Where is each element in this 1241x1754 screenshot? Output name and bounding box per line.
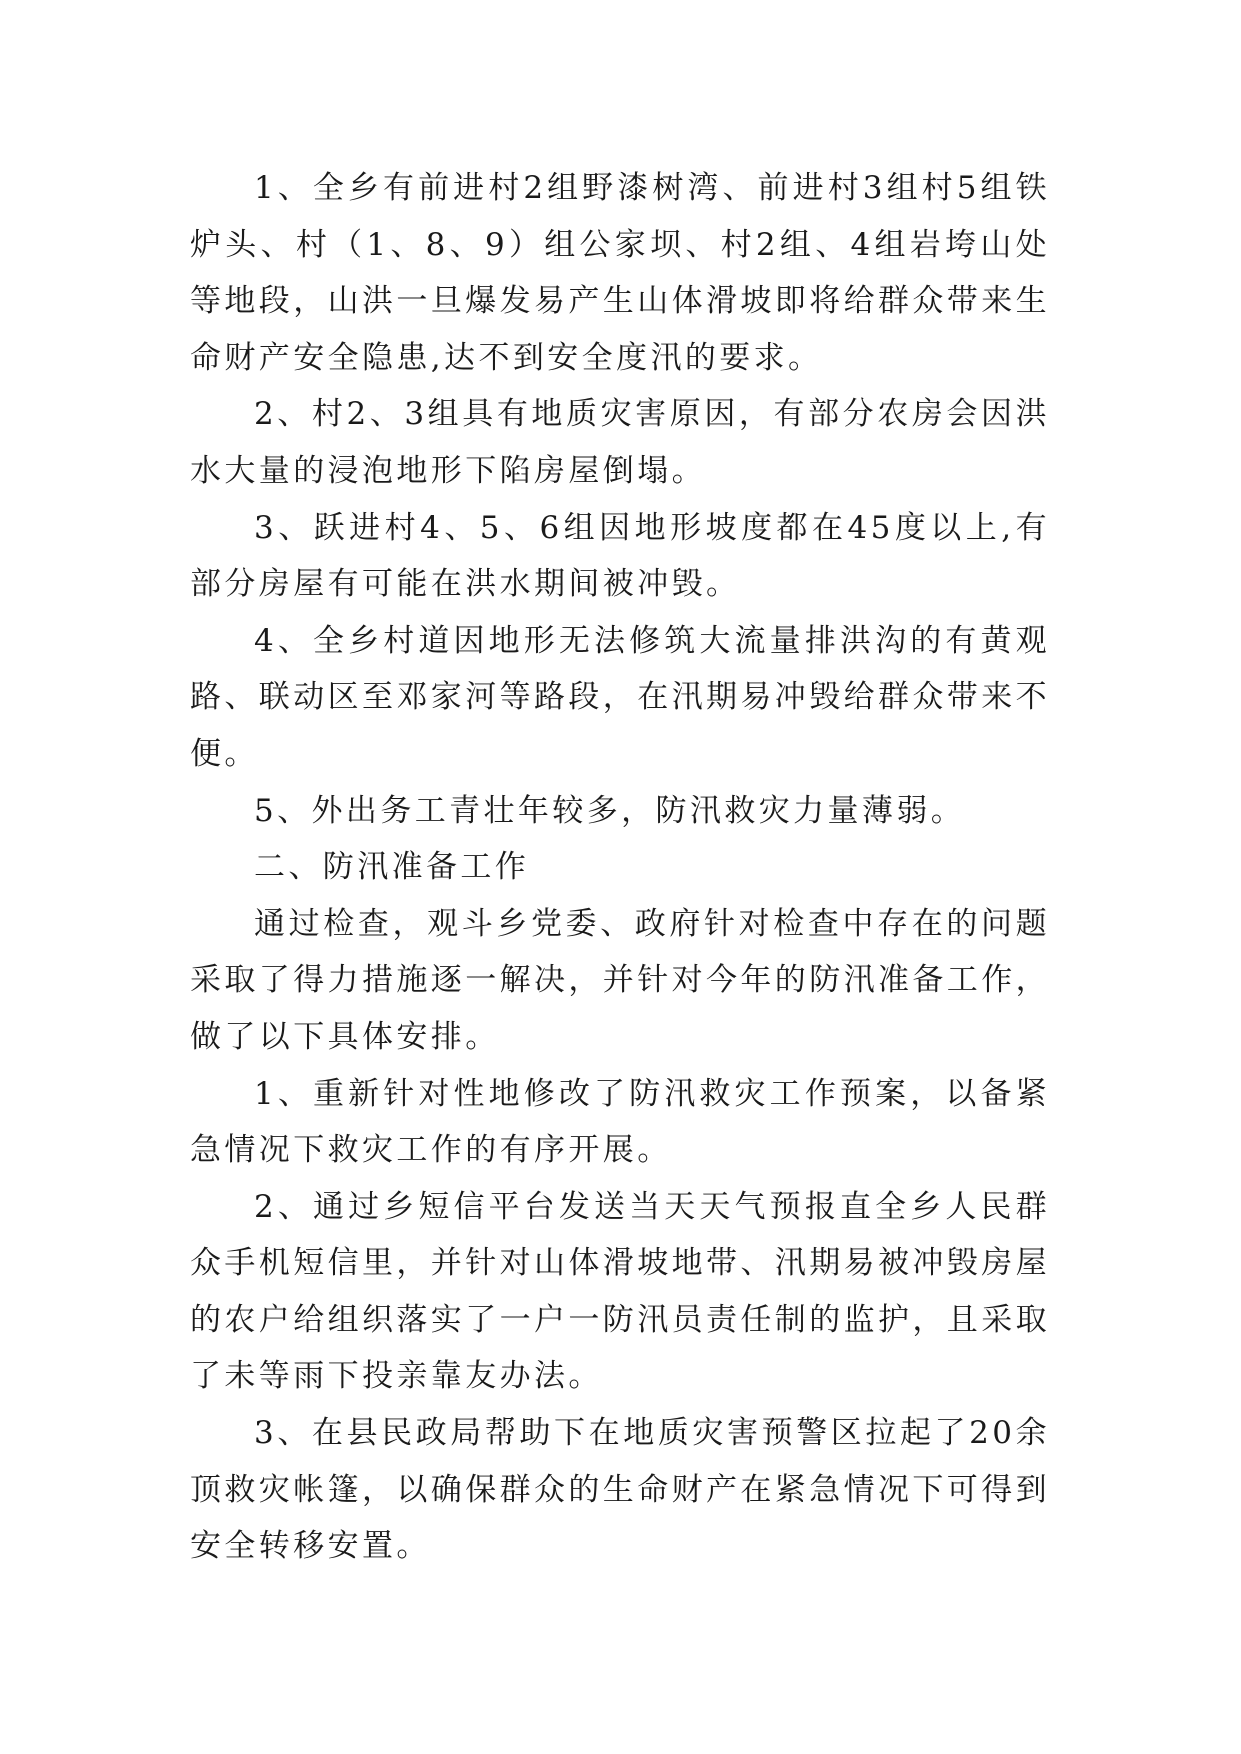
paragraph-intro: 通过检查，观斗乡党委、政府针对检查中存在的问题采取了得力措施逐一解决，并针对今年的防汛准备工作，做了以下具体安排。: [190, 905, 1050, 1055]
paragraph-risk-4: 4、全乡村道因地形无法修筑大流量排洪沟的有黄观路、联动区至邓家河等路段，在汛期易冲毁给群众带来不便。: [190, 622, 1050, 772]
paragraph-risk-5: 5、外出务工青壮年较多，防汛救灾力量薄弱。: [254, 792, 966, 829]
paragraph-risk-3: 3、跃进村4、5、6组因地形坡度都在45度以上,有部分房屋有可能在洪水期间被冲毁。: [190, 509, 1050, 603]
paragraph-measure-3: 3、在县民政局帮助下在地质灾害预警区拉起了20余顶救灾帐篷，以确保群众的生命财产在紧急情况下可得到安全转移安置。: [190, 1415, 1050, 1565]
document-body: [190, 160, 1050, 1575]
section-heading-flood-preparation: 二、防汛准备工作: [254, 849, 530, 886]
paragraph-measure-1: 1、重新针对性地修改了防汛救灾工作预案，以备紧急情况下救灾工作的有序开展。: [190, 1075, 1050, 1169]
paragraph-measure-2: 2、通过乡短信平台发送当天天气预报直全乡人民群众手机短信里，并针对山体滑坡地带、汛期易被冲毁房屋的农户给组织落实了一户一防汛员责任制的监护，且采取了未等雨下投亲靠友办法。: [190, 1188, 1050, 1395]
paragraph-risk-1: 1、全乡有前进村2组野漆树湾、前进村3组村5组铁炉头、村（1、8、9）组公家坝、村2组、4组岩垮山处等地段，山洪一旦爆发易产生山体滑坡即将给群众带来生命财产安全隐患,达不到安全度汛的要求。: [190, 170, 1050, 376]
paragraph-risk-2: 2、村2、3组具有地质灾害原因，有部分农房会因洪水大量的浸泡地形下陷房屋倒塌。: [190, 396, 1050, 489]
